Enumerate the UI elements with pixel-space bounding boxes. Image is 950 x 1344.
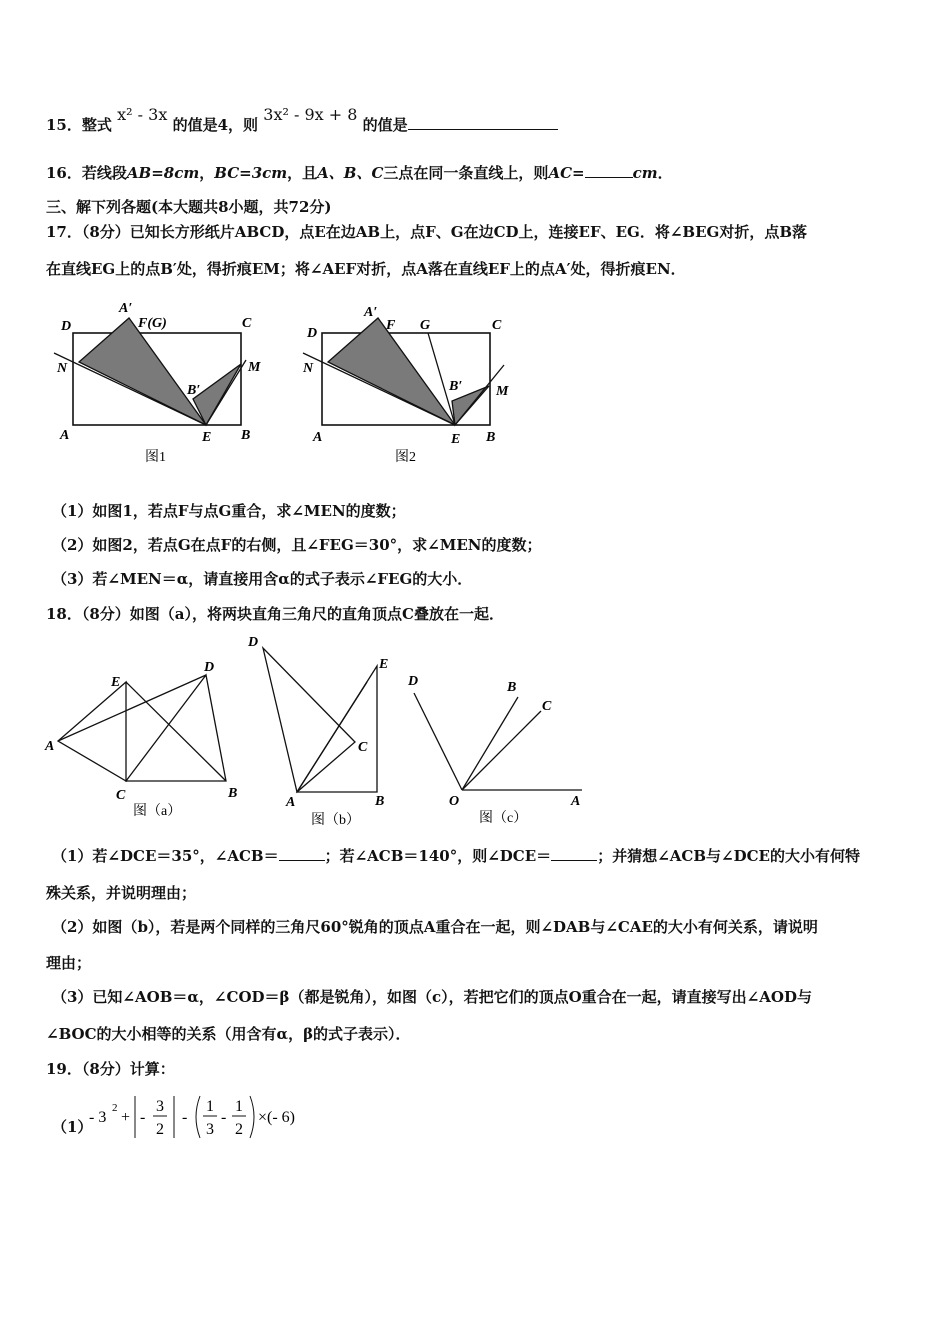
figa-caption: 图（a） [133, 804, 182, 819]
q19-frac3-den: 2 [235, 1121, 243, 1138]
q16-text-2: ，且 [287, 164, 318, 182]
fig2-label-e: E [451, 432, 461, 447]
q16-number: 16． [46, 164, 82, 182]
q19-frac1-num: 3 [156, 1098, 164, 1115]
figc-label-b: B [507, 680, 517, 695]
q19-neg-three: - 3 [89, 1109, 107, 1126]
q18-part-2-line-2: 理由； [46, 954, 92, 972]
q19-minus: - [182, 1109, 188, 1126]
fig2-label-a-prime: A′ [364, 305, 378, 320]
figc-label-a: A [571, 794, 581, 809]
q17-part-3: （3）若∠MEN＝α，请直接用含α的式子表示∠FEG的大小． [52, 570, 473, 588]
fig2-label-g: G [420, 318, 431, 333]
q16-points: A、B、C [317, 164, 384, 182]
figc-label-o: O [449, 794, 460, 809]
figa-label-d: D [204, 660, 215, 675]
q17-figure-1 [44, 296, 284, 471]
q19-frac2-den: 3 [206, 1121, 214, 1138]
q18-part-1-line-1 [52, 845, 860, 866]
q18-acb-answer-blank[interactable] [279, 848, 325, 861]
q15-expression-2: 3x² - 9x + 8 [263, 105, 358, 124]
q18-p1-text-a: （1）若∠DCE＝35°，∠ACB＝ [52, 847, 279, 865]
fig1-label-d: D [61, 319, 72, 334]
q19-frac3-num: 1 [235, 1098, 243, 1115]
figa-triangle-ace [58, 682, 126, 781]
fig1-label-b-prime: B′ [187, 383, 201, 398]
q16-unit: cm [632, 164, 658, 182]
fig1-label-c: C [242, 316, 252, 331]
fig2-shaded-triangle-left [328, 318, 455, 425]
fig1-label-b: B [241, 428, 251, 443]
fig2-label-a: A [313, 430, 323, 445]
figb-label-a: A [286, 795, 296, 810]
figa-label-c: C [116, 788, 126, 803]
q15-text: 整式 [81, 116, 112, 134]
fig2-label-m: M [496, 384, 509, 399]
figa-label-b: B [228, 786, 238, 801]
q18-part-1-line-2: 殊关系，并说明理由； [46, 884, 197, 902]
q18-figure-b [240, 630, 410, 830]
fig2-label-b-prime: B′ [449, 379, 463, 394]
figc-label-d: D [408, 674, 419, 689]
q16-text-3: 三点在同一条直线上，则 [383, 164, 549, 182]
fig2-label-d: D [307, 326, 318, 341]
fig1-label-n: N [57, 361, 68, 376]
q18-part-3-line-1: （3）已知∠AOB＝α，∠COD＝β（都是锐角），如图（c），若把它们的顶点O重合在一起，请直接写出∠AOD与 [52, 988, 812, 1006]
figa-label-e: E [111, 675, 121, 690]
q16-bc: BC=3cm [214, 164, 288, 182]
q17-part-1: （1）如图1，若点F与点G重合，求∠MEN的度数； [52, 502, 406, 520]
q15-text-3: 的值是 [362, 116, 408, 134]
q19-frac1-den: 2 [156, 1121, 164, 1138]
fig1-label-a: A [60, 428, 70, 443]
q17-line-1: 17．（8分）已知长方形纸片ABCD，点E在边AB上，点F、G在边CD上，连接EF、EG．将∠BEG对折，点B落 [46, 223, 808, 241]
figb-label-c: C [358, 740, 368, 755]
figb-label-e: E [379, 657, 389, 672]
fig1-label-a-prime: A′ [119, 301, 133, 316]
q18-p1-text-b: ；若∠ACB＝140°，则∠DCE＝ [324, 847, 552, 865]
figc-ray-od [414, 693, 462, 790]
figc-ray-oc [462, 711, 541, 790]
fig2-caption: 图2 [395, 450, 416, 465]
q15-line [46, 105, 558, 135]
q15-answer-blank[interactable] [408, 117, 558, 130]
q19-line-1: 19．（8分）计算： [46, 1060, 175, 1078]
q15-number: 15． [46, 116, 82, 134]
q19-plus: + [121, 1109, 131, 1126]
fig1-caption: 图1 [145, 450, 166, 465]
figa-label-a: A [45, 739, 55, 754]
q18-figure-a [40, 640, 250, 830]
figb-triangle-adc [263, 648, 355, 792]
q19-part-1-label: （1） [52, 1118, 93, 1136]
q19-neg-sign: - [140, 1109, 146, 1126]
fig1-label-e: E [202, 430, 212, 445]
fig2-label-c: C [492, 318, 502, 333]
figc-label-c: C [542, 699, 552, 714]
fig1-shaded-triangle-left [79, 318, 206, 425]
figa-line-ad [58, 675, 206, 741]
q19-times-neg-six: ×(- 6) [258, 1109, 296, 1126]
fig1-label-fg: F(G) [138, 316, 167, 331]
q19-paren-right [250, 1096, 254, 1138]
q18-p1-text-c: ；并猜想∠ACB与∠DCE的大小有何特 [597, 847, 860, 865]
q18-dce-answer-blank[interactable] [551, 848, 597, 861]
q16-text: 若线段 [81, 164, 127, 182]
fig1-label-m: M [248, 360, 261, 375]
q19-minus-inner: - [221, 1109, 227, 1126]
section-3-heading: 三、解下列各题(本大题共8小题，共72分) [46, 198, 332, 216]
q17-part-2: （2）如图2，若点G在点F的右侧，且∠FEG＝30°，求∠MEN的度数； [52, 536, 542, 554]
figb-caption: 图（b） [311, 813, 360, 828]
q18-figure-c [400, 640, 600, 830]
figc-ray-ob [462, 697, 518, 790]
q19-frac2-num: 1 [206, 1098, 214, 1115]
q18-part-2-line-1: （2）如图（b），若是两个同样的三角尺60°锐角的顶点A重合在一起，则∠DAB与∠CAE的大小有何关系，请说明 [52, 918, 818, 936]
q16-end: ． [657, 164, 673, 182]
fig2-label-f: F [386, 318, 396, 333]
q16-comma: ， [199, 164, 215, 182]
q15-expression-1: x² - 3x [117, 105, 168, 124]
figa-triangle-bcd [126, 675, 226, 781]
q19-expression [86, 1090, 326, 1150]
figb-label-d: D [248, 635, 259, 650]
figa-line-eb [126, 682, 226, 781]
fig2-label-n: N [303, 361, 314, 376]
q19-paren-left [196, 1096, 200, 1138]
q18-part-3-line-2: ∠BOC的大小相等的关系（用含有α，β的式子表示）． [46, 1025, 411, 1043]
figc-caption: 图（c） [479, 811, 528, 826]
q16-ab: AB=8cm [126, 164, 200, 182]
fig2-label-b: B [486, 430, 496, 445]
q18-line-1: 18．（8分）如图（a），将两块直角三角尺的直角顶点C叠放在一起． [46, 605, 504, 623]
q17-figure-2 [293, 296, 533, 471]
figb-label-b: B [375, 794, 385, 809]
q16-line [46, 162, 673, 183]
q15-text-2: 的值是4，则 [172, 116, 259, 134]
q16-ac: AC= [548, 164, 585, 182]
figb-line-inner [297, 682, 367, 792]
q16-answer-blank[interactable] [585, 165, 633, 178]
q17-line-2: 在直线EG上的点B′处，得折痕EM；将∠AEF对折，点A落在直线EF上的点A′处，得折痕EN． [46, 260, 686, 278]
q19-exponent: 2 [112, 1102, 118, 1114]
